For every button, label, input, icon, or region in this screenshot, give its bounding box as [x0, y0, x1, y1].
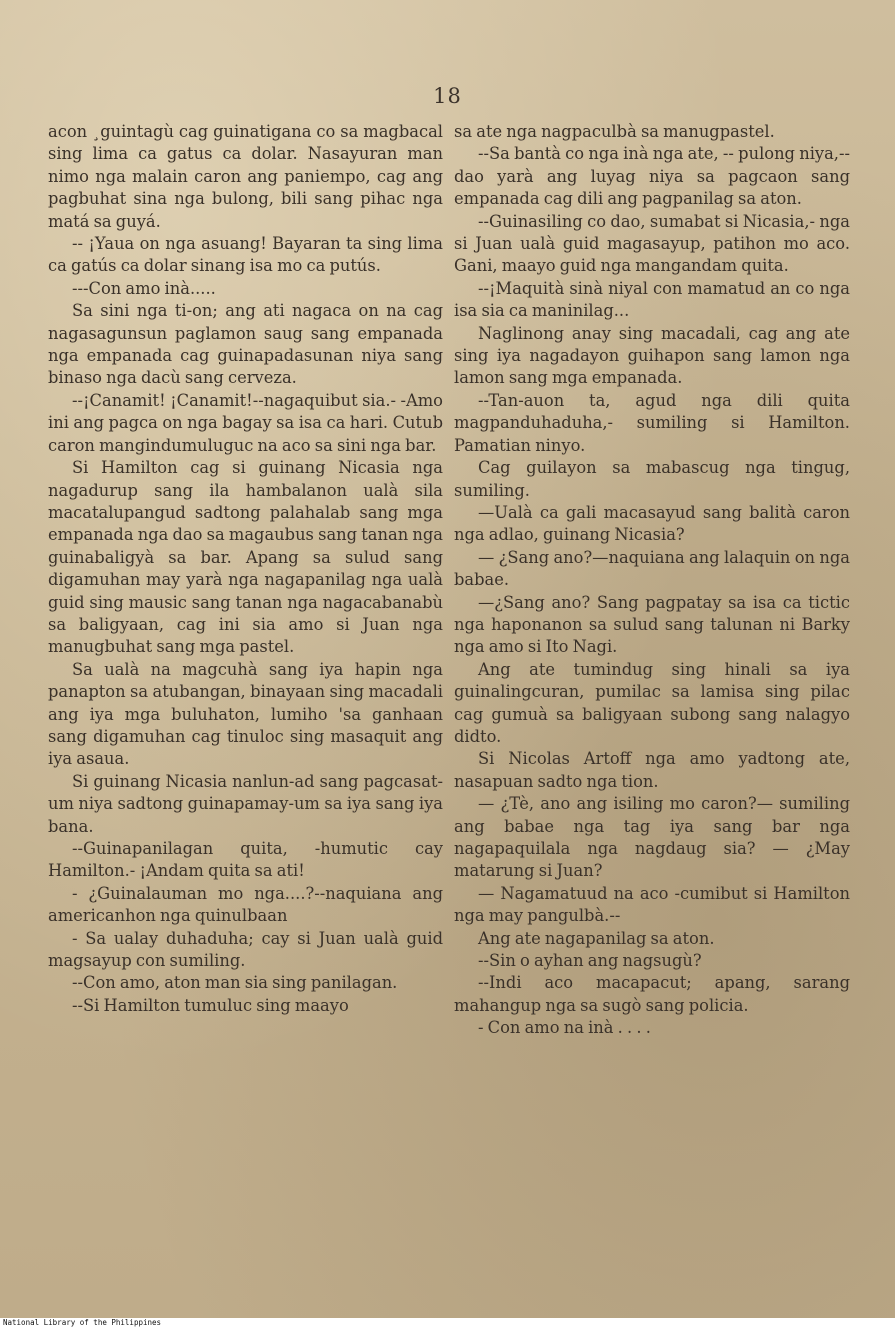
paragraph: --Si Hamilton tumuluc sing maayo: [72, 995, 349, 1015]
paragraph: --¡Maquità sinà niyal con mamatud an co nga isa sia ca maninilag...: [454, 278, 850, 321]
paragraph: Si guinang Nicasia nanlun-ad sang pagcasat-um niya sadtong guinapamay-um sa iya sang iya bana.: [48, 771, 443, 836]
paragraph: — ¿Tè, ano ang isiling mo caron?— sumiling ang babae nga tag iya sang bar nga nagapaquilala nga nagdaug sia? — ¿May matarung si Juan?: [454, 794, 850, 881]
right-text-column: [454, 121, 850, 1040]
paragraph: —Ualà ca gali macasayud sang balità caron nga adlao, guinang Nicasia?: [454, 502, 850, 545]
paragraph: sa ate nga nagpaculbà sa manugpastel.: [454, 122, 775, 141]
paragraph: acon ¸guintagù cag guinatigana co sa magbacal sing lima ca gatus ca dolar. Nasayuran man nimo nga malain caron ang paniempo, cag ang pagbuhat sina nga bulong, bili sang pihac nga matá sa guyá.: [48, 122, 443, 231]
paragraph: --Guinasiling co dao, sumabat si Nicasia,- nga si Juan ualà guid magasayup, patihon mo aco. Gani, maayo guid nga mangandam quita.: [454, 211, 850, 276]
paragraph: - Sa ualay duhaduha; cay si Juan ualà guid magsayup con sumiling.: [48, 928, 443, 971]
paragraph: — Nagamatuud na aco -cumibut si Hamilton nga may pangulbà.--: [454, 883, 850, 926]
paragraph: --Con amo, aton man sia sing panilagan.: [72, 973, 398, 993]
paragraph: Sa ualà na magcuhà sang iya hapin nga panapton sa atubangan, binayaan sing macadali ang iya mga buluhaton, lumiho 'sa ganhaan sang digamuhan cag tinuloc sing masaquit ang iya asaua.: [48, 659, 443, 769]
paragraph: Ang ate tumindug sing hinali sa iya guinalingcuran, pumilac sa lamisa sing pilac cag gumuà sa baligyaan subong sang nalagyo didto.: [454, 659, 850, 746]
paragraph: Si Hamilton cag si guinang Nicasia nga nagadurup sang ila hambalanon ualà sila macatalupangud sadtong palahalab sang mga empanada nga dao sa magaubus sang tanan nga guinabaligyà sa bar. Apang sa sulud sang digamuhan may yarà nga nagapanilag nga ualà guid sing mausic sang tanan nga nagacabanabù sa baligyaan, cag ini sia amo si Juan nga manugbuhat sang mga pastel.: [48, 458, 443, 657]
paragraph: --Sa bantà co nga inà nga ate, -- pulong niya,--dao yarà ang luyag niya sa pagcaon sang empanada cag dili ang pagpanilag sa aton.: [454, 144, 850, 209]
paragraph: --Indi aco macapacut; apang, sarang mahangup nga sa sugò sang policia.: [454, 973, 850, 1015]
library-footer: National Library of the Philippines: [3, 1318, 162, 1327]
paragraph: Sa sini nga ti-on; ang ati nagaca on na cag nagasagunsun paglamon saug sang empanada nga empanada cag guinapadasunan niya sang binaso nga dacù sang cerveza.: [48, 301, 443, 388]
paragraph: --Sin o ayhan ang nagsugù?: [478, 951, 702, 971]
paragraph: — ¿Sang ano?—naquiana ang lalaquin on nga babae.: [454, 547, 850, 590]
left-text-column: [48, 121, 443, 1017]
paragraph: --Tan-auon ta, agud nga dili quita magpanduhaduha,- sumiling si Hamilton. Pamatian ninyo.: [454, 390, 850, 455]
paragraph: Naglinong anay sing macadali, cag ang ate sing iya nagadayon guihapon sang lamon nga lamon sang mga empanada.: [454, 323, 850, 388]
page-number: 18: [433, 84, 462, 108]
paragraph: --¡Canamit! ¡Canamit!--nagaquibut sia.- -Amo ini ang pagca on nga bagay sa isa ca hari. Cutub caron mangindumuluguc na aco sa sini nga bar.: [48, 390, 443, 455]
paragraph: Cag guilayon sa mabascug nga tingug, sumiling.: [454, 458, 850, 500]
paragraph: ---Con amo inà.....: [72, 278, 216, 298]
paragraph: —¿Sang ano? Sang pagpatay sa isa ca tictic nga haponanon sa sulud sang talunan ni Barky nga amo si Ito Nagi.: [454, 592, 850, 657]
paragraph: -- ¡Yaua on nga asuang! Bayaran ta sing lima ca gatús ca dolar sinang isa mo ca putús.: [48, 234, 443, 276]
paragraph: - ¿Guinalauman mo nga....?--naquiana ang americanhon nga quinulbaan: [48, 883, 443, 926]
paragraph: --Guinapanilagan quita, -humutic cay Hamilton.- ¡Andam quita sa ati!: [48, 839, 443, 881]
paragraph: Ang ate nagapanilag sa aton.: [478, 928, 715, 948]
paragraph: Si Nicolas Artoff nga amo yadtong ate, nasapuan sadto nga tion.: [454, 749, 850, 791]
paragraph: - Con amo na inà . . . .: [478, 1018, 651, 1038]
